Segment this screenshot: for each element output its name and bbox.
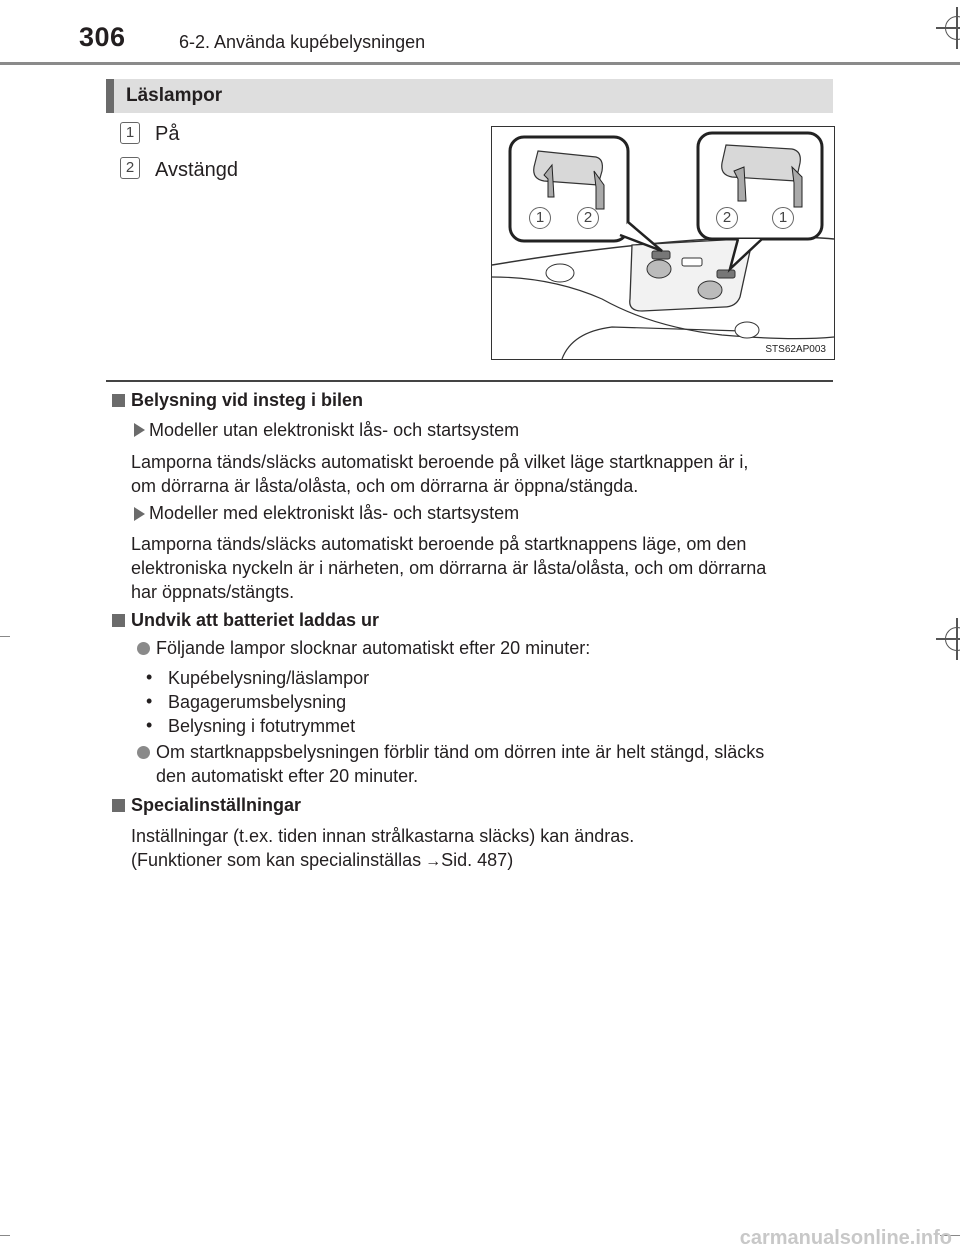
watermark: carmanualsonline.info — [739, 1227, 952, 1249]
model-a-text-line-1: Lamporna tänds/släcks automatiskt beroende på vilket läge startknappen är i, — [131, 452, 749, 472]
section-title-entry: Belysning vid insteg i bilen — [131, 390, 364, 410]
number-icon-2: 2 — [120, 157, 140, 179]
heading-bar — [106, 79, 833, 113]
page-number: 306 — [79, 22, 126, 52]
heading-title: Läslampor — [126, 85, 223, 106]
illustration-code: STS62AP003 — [765, 344, 826, 355]
header-rule — [0, 62, 960, 65]
crop-mark-left-bottom — [0, 1235, 10, 1236]
section-title-custom: Specialinställningar — [131, 795, 302, 815]
registration-mark-top-right — [945, 16, 960, 40]
section-title: 6-2. Använda kupébelysningen — [179, 32, 426, 52]
page-reference-link[interactable]: Sid. 487) — [441, 850, 514, 870]
callout-right-number-2: 2 — [716, 207, 738, 229]
callout-right-number-1: 1 — [772, 207, 794, 229]
model-a-heading: Modeller utan elektroniskt lås- och startsystem — [149, 420, 520, 440]
section-title-battery: Undvik att batteriet laddas ur — [131, 610, 380, 630]
battery-point-2-line-1: Om startknappsbelysningen förblir tänd om dörren inte är helt stängd, släcks — [156, 742, 765, 762]
content-divider — [106, 380, 833, 382]
battery-list-item-1: Kupébelysning/läslampor — [168, 668, 370, 688]
item-label-2: Avstängd — [155, 159, 239, 181]
triangle-icon — [134, 507, 145, 521]
registration-mark-middle-right — [945, 627, 960, 651]
custom-line-2 — [131, 848, 513, 874]
model-a-text-line-2: om dörrarna är låsta/olåsta, och om dörrarna är öppna/stängda. — [131, 476, 639, 496]
section-square-icon — [112, 799, 125, 812]
callout-left-number-1: 1 — [529, 207, 551, 229]
model-b-text-line-3: har öppnats/stängts. — [131, 582, 295, 602]
custom-line-2-text: (Funktioner som kan specialinställas — [131, 850, 422, 870]
bullet-dot-icon — [137, 642, 150, 655]
section-square-icon — [112, 394, 125, 407]
model-b-text-line-2: elektroniska nyckeln är i närheten, om dörrarna är låsta/olåsta, och om dörrarna — [131, 558, 767, 578]
battery-list-item-2: Bagagerumsbelysning — [168, 692, 347, 712]
heading-accent — [106, 79, 114, 113]
section-square-icon — [112, 614, 125, 627]
item-label-1: På — [155, 123, 180, 145]
battery-point-2-line-2: den automatiskt efter 20 minuter. — [156, 766, 419, 786]
reading-lamp-drawing — [492, 127, 834, 359]
number-icon-1: 1 — [120, 122, 140, 144]
reading-lamp-illustration — [491, 126, 835, 360]
bullet-dot-icon — [137, 746, 150, 759]
list-bullet: • — [146, 667, 153, 687]
battery-list-item-3: Belysning i fotutrymmet — [168, 716, 356, 736]
model-b-text-line-1: Lamporna tänds/släcks automatiskt beroende på startknappens läge, om den — [131, 534, 747, 554]
triangle-icon — [134, 423, 145, 437]
crop-mark-left — [0, 636, 10, 637]
model-b-heading: Modeller med elektroniskt lås- och startsystem — [149, 503, 520, 523]
arrow-right-icon: → — [425, 853, 442, 870]
list-bullet: • — [146, 691, 153, 711]
battery-point-1: Följande lampor slocknar automatiskt efter 20 minuter: — [156, 638, 591, 658]
callout-left-number-2: 2 — [577, 207, 599, 229]
list-bullet: • — [146, 715, 153, 735]
custom-line-1: Inställningar (t.ex. tiden innan strålkastarna släcks) kan ändras. — [131, 826, 635, 846]
